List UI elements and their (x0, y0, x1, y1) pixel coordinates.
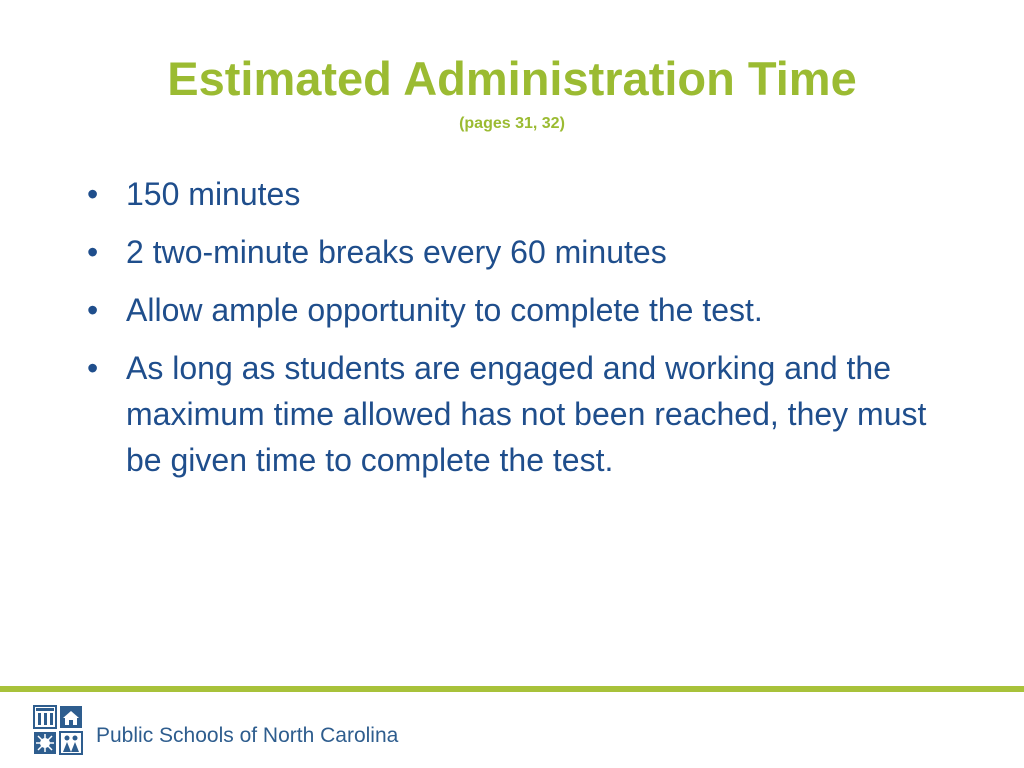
footer-divider (0, 686, 1024, 692)
bullet-list (84, 171, 964, 495)
slide-subtitle: (pages 31, 32) (459, 115, 565, 132)
bullet-marker: • (87, 292, 99, 328)
organization-name: Public Schools of North Carolina (96, 724, 399, 747)
nc-public-schools-logo-icon (30, 702, 86, 758)
bullet-marker: • (87, 234, 99, 270)
bullet-item (84, 229, 964, 275)
bullet-text: Allow ample opportunity to complete the test. (126, 292, 763, 328)
bullet-text: 150 minutes (126, 176, 301, 212)
footer (30, 700, 398, 760)
bullet-text: As long as students are engaged and working and the maximum time allowed has not been reached, they must be given time to complete the test. (126, 350, 927, 478)
bullet-marker: • (87, 176, 99, 212)
bullet-item (84, 345, 964, 483)
bullet-item (84, 171, 964, 217)
bullet-item (84, 287, 964, 333)
bullet-text: 2 two-minute breaks every 60 minutes (126, 234, 667, 270)
bullet-marker: • (87, 350, 99, 386)
slide-title: Estimated Administration Time (167, 52, 857, 105)
